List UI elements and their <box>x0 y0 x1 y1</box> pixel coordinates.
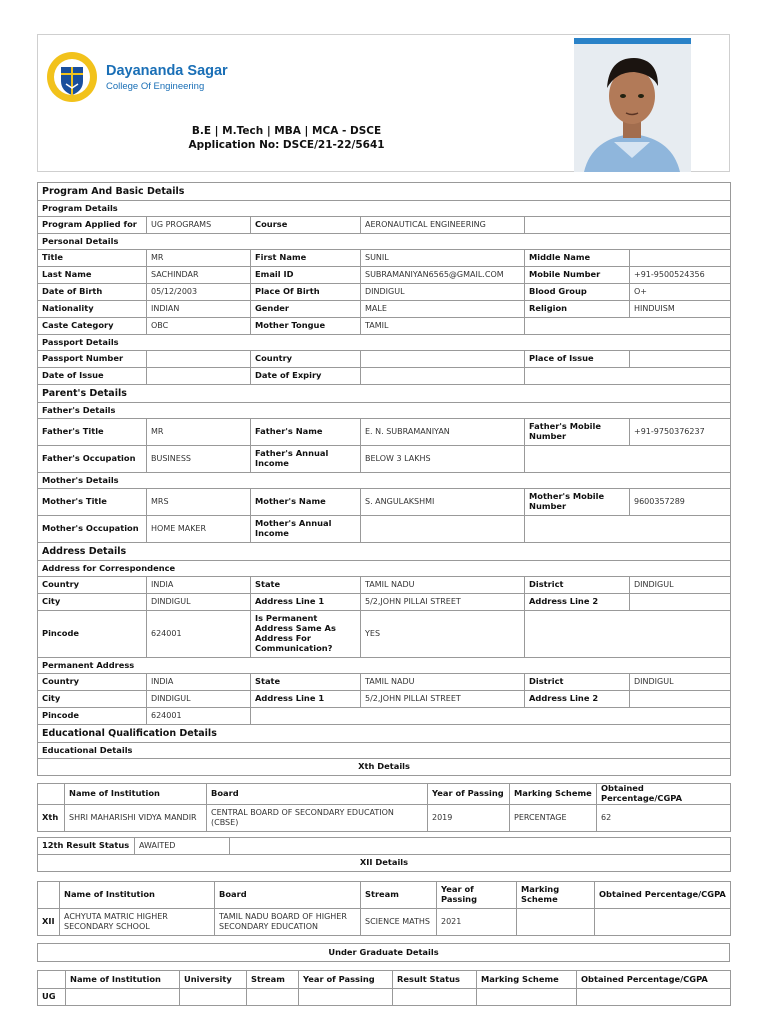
field-value: +91-9750376237 <box>630 419 731 446</box>
table-cell <box>180 989 247 1006</box>
brand-subtitle: College Of Engineering <box>106 81 205 92</box>
field-label: Date of Expiry <box>251 368 361 385</box>
field-value: UG PROGRAMS <box>147 217 251 234</box>
xii-details-table <box>37 881 731 936</box>
row-label: Xth <box>38 804 65 831</box>
field-value: SACHINDAR <box>147 267 251 284</box>
field-value: DINDIGUL <box>361 284 525 301</box>
table-cell: 2021 <box>437 909 517 936</box>
field-label: Gender <box>251 301 361 318</box>
table-cell <box>247 989 299 1006</box>
field-label: Mobile Number <box>525 267 630 284</box>
field-value <box>630 351 731 368</box>
table-cell <box>517 909 595 936</box>
field-label: Last Name <box>38 267 147 284</box>
field-value: HOME MAKER <box>147 516 251 543</box>
xth-details-title: Xth Details <box>38 759 731 776</box>
field-label: First Name <box>251 250 361 267</box>
field-label: District <box>525 577 630 594</box>
column-header: Board <box>215 882 361 909</box>
field-label: Nationality <box>38 301 147 318</box>
table-cell <box>299 989 393 1006</box>
field-value: YES <box>361 611 525 658</box>
field-value: HINDUISM <box>630 301 731 318</box>
subsection-title: Educational Details <box>38 743 731 759</box>
field-label: Passport Number <box>38 351 147 368</box>
table-cell <box>577 989 731 1006</box>
field-value: MALE <box>361 301 525 318</box>
column-header: Name of Institution <box>66 971 180 989</box>
field-label: Father's Annual Income <box>251 446 361 473</box>
field-value: MR <box>147 419 251 446</box>
table-cell <box>66 989 180 1006</box>
column-header: Marking Scheme <box>510 784 597 805</box>
field-label: Mother Tongue <box>251 318 361 335</box>
table-cell: 2019 <box>428 804 510 831</box>
field-label: Place Of Birth <box>251 284 361 301</box>
table-cell: 62 <box>597 804 731 831</box>
field-label: 12th Result Status <box>38 838 135 855</box>
field-value <box>630 250 731 267</box>
table-cell: TAMIL NADU BOARD OF HIGHER SECONDARY EDUCATION <box>215 909 361 936</box>
field-label: Address Line 2 <box>525 594 630 611</box>
field-label: State <box>251 577 361 594</box>
empty-cell <box>38 971 66 989</box>
field-value: BELOW 3 LAKHS <box>361 446 525 473</box>
empty-cell <box>525 368 731 385</box>
column-header: Board <box>207 784 428 805</box>
table-cell: PERCENTAGE <box>510 804 597 831</box>
field-label: Mother's Annual Income <box>251 516 361 543</box>
field-label: Blood Group <box>525 284 630 301</box>
field-label: District <box>525 674 630 691</box>
field-value: E. N. SUBRAMANIYAN <box>361 419 525 446</box>
column-header: Stream <box>247 971 299 989</box>
ug-details-title: Under Graduate Details <box>38 944 730 962</box>
field-value: 5/2,JOHN PILLAI STREET <box>361 594 525 611</box>
subsection-title: Address for Correspondence <box>38 561 731 577</box>
field-value: INDIA <box>147 674 251 691</box>
field-value <box>361 351 525 368</box>
field-value <box>630 594 731 611</box>
section-title: Program And Basic Details <box>38 183 731 201</box>
field-label: Place of Issue <box>525 351 630 368</box>
empty-cell <box>38 882 60 909</box>
subsection-title: Program Details <box>38 201 731 217</box>
section-title: Parent's Details <box>38 385 731 403</box>
field-label: Caste Category <box>38 318 147 335</box>
subsection-title: Permanent Address <box>38 658 731 674</box>
field-label: Mother's Name <box>251 489 361 516</box>
table-cell <box>393 989 477 1006</box>
program-basic-details-table <box>37 182 731 776</box>
field-value: DINDIGUL <box>630 577 731 594</box>
column-header: University <box>180 971 247 989</box>
empty-cell <box>525 516 731 543</box>
field-value: TAMIL <box>361 318 525 335</box>
field-label: Email ID <box>251 267 361 284</box>
field-label: Address Line 1 <box>251 594 361 611</box>
table-cell: ACHYUTA MATRIC HIGHER SECONDARY SCHOOL <box>60 909 215 936</box>
application-number: Application No: DSCE/21-22/5641 <box>188 139 385 151</box>
field-value: MRS <box>147 489 251 516</box>
empty-cell <box>230 838 731 855</box>
column-header: Obtained Percentage/CGPA <box>577 971 731 989</box>
field-value: 05/12/2003 <box>147 284 251 301</box>
empty-cell <box>251 708 731 725</box>
field-label: Pincode <box>38 611 147 658</box>
column-header: Marking Scheme <box>477 971 577 989</box>
column-header: Name of Institution <box>65 784 207 805</box>
field-value: SUBRAMANIYAN6565@GMAIL.COM <box>361 267 525 284</box>
column-header: Year of Passing <box>299 971 393 989</box>
field-value: 624001 <box>147 708 251 725</box>
field-value: OBC <box>147 318 251 335</box>
field-value: MR <box>147 250 251 267</box>
field-label: State <box>251 674 361 691</box>
table-cell: SCIENCE MATHS <box>361 909 437 936</box>
field-value: DINDIGUL <box>147 594 251 611</box>
table-cell <box>595 909 731 936</box>
column-header: Name of Institution <box>60 882 215 909</box>
field-value: INDIA <box>147 577 251 594</box>
field-label: City <box>38 691 147 708</box>
field-value: O+ <box>630 284 731 301</box>
field-label: Address Line 2 <box>525 691 630 708</box>
field-label: Mother's Occupation <box>38 516 147 543</box>
empty-cell <box>525 318 731 335</box>
field-value: AERONAUTICAL ENGINEERING <box>361 217 525 234</box>
field-label: Is Permanent Address Same As Address For Communication? <box>251 611 361 658</box>
field-label: Date of Issue <box>38 368 147 385</box>
field-value <box>147 351 251 368</box>
field-label: Mother's Mobile Number <box>525 489 630 516</box>
row-label: UG <box>38 989 66 1006</box>
column-header: Year of Passing <box>437 882 517 909</box>
column-header: Result Status <box>393 971 477 989</box>
field-label: Father's Title <box>38 419 147 446</box>
field-value <box>361 368 525 385</box>
empty-cell <box>38 784 65 805</box>
field-label: Course <box>251 217 361 234</box>
field-value: TAMIL NADU <box>361 577 525 594</box>
field-label: Address Line 1 <box>251 691 361 708</box>
column-header: Obtained Percentage/CGPA <box>595 882 731 909</box>
subsection-title: Father's Details <box>38 403 731 419</box>
result-status-table <box>37 837 731 872</box>
subsection-title: Passport Details <box>38 335 731 351</box>
ug-details-table <box>37 970 731 1006</box>
column-header: Year of Passing <box>428 784 510 805</box>
field-value: DINDIGUL <box>147 691 251 708</box>
field-value <box>147 368 251 385</box>
empty-cell <box>525 217 731 234</box>
row-label: XII <box>38 909 60 936</box>
xth-details-table <box>37 783 731 832</box>
subsection-title: Personal Details <box>38 234 731 250</box>
field-value: INDIAN <box>147 301 251 318</box>
field-value: S. ANGULAKSHMI <box>361 489 525 516</box>
field-label: Pincode <box>38 708 147 725</box>
field-label: Father's Occupation <box>38 446 147 473</box>
table-cell <box>477 989 577 1006</box>
field-label: Religion <box>525 301 630 318</box>
field-label: Country <box>38 577 147 594</box>
ug-title-table <box>37 943 730 962</box>
brand-name: Dayananda Sagar <box>106 63 228 79</box>
field-label: Father's Mobile Number <box>525 419 630 446</box>
column-header: Stream <box>361 882 437 909</box>
empty-cell <box>525 611 731 658</box>
field-label: Father's Name <box>251 419 361 446</box>
field-label: Mother's Title <box>38 489 147 516</box>
xii-details-title: XII Details <box>38 855 731 872</box>
field-label: Country <box>251 351 361 368</box>
field-label: City <box>38 594 147 611</box>
empty-cell <box>525 446 731 473</box>
section-title: Educational Qualification Details <box>38 725 731 743</box>
field-label: Country <box>38 674 147 691</box>
field-value: DINDIGUL <box>630 674 731 691</box>
college-logo-icon <box>46 51 98 103</box>
field-label: Program Applied for <box>38 217 147 234</box>
field-value: BUSINESS <box>147 446 251 473</box>
column-header: Marking Scheme <box>517 882 595 909</box>
field-value: TAMIL NADU <box>361 674 525 691</box>
table-cell: CENTRAL BOARD OF SECONDARY EDUCATION (CBSE) <box>207 804 428 831</box>
field-value: 624001 <box>147 611 251 658</box>
field-value: +91-9500524356 <box>630 267 731 284</box>
field-value: 5/2,JOHN PILLAI STREET <box>361 691 525 708</box>
field-value: AWAITED <box>135 838 230 855</box>
applicant-photo <box>574 38 691 172</box>
table-cell: SHRI MAHARISHI VIDYA MANDIR <box>65 804 207 831</box>
field-label: Date of Birth <box>38 284 147 301</box>
section-title: Address Details <box>38 543 731 561</box>
field-label: Middle Name <box>525 250 630 267</box>
field-value: SUNIL <box>361 250 525 267</box>
program-heading: B.E | M.Tech | MBA | MCA - DSCE <box>191 125 382 137</box>
field-value <box>630 691 731 708</box>
application-header <box>37 34 730 172</box>
field-value <box>361 516 525 543</box>
field-label: Title <box>38 250 147 267</box>
field-value: 9600357289 <box>630 489 731 516</box>
column-header: Obtained Percentage/CGPA <box>597 784 731 805</box>
subsection-title: Mother's Details <box>38 473 731 489</box>
